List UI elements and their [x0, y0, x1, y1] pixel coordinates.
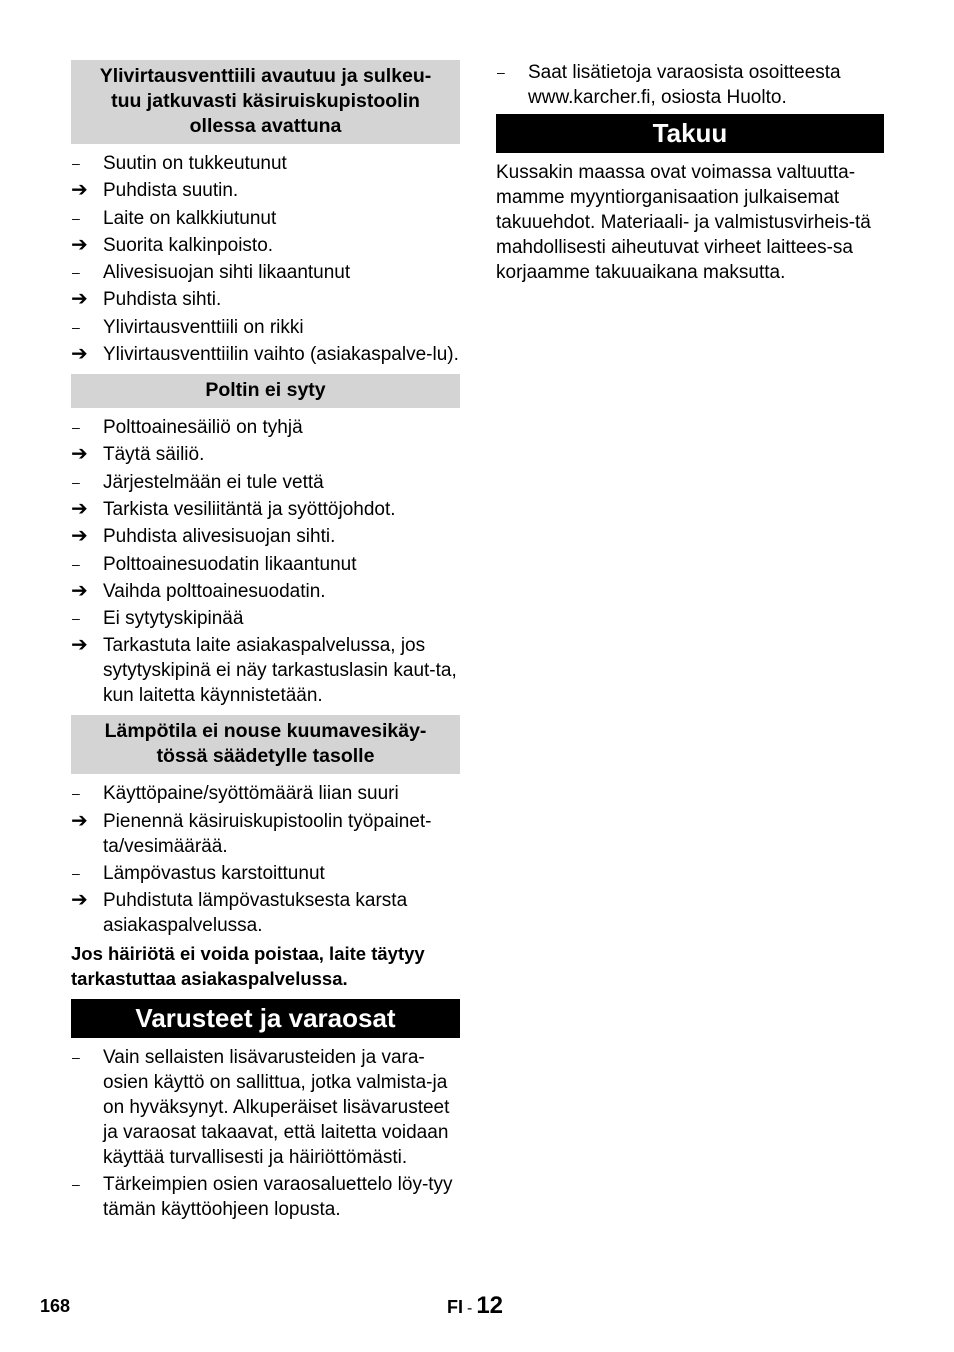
- left-column: [71, 60, 460, 1224]
- dash-marker: –: [72, 419, 80, 436]
- list-item: [71, 233, 460, 258]
- arrow-icon: ➔: [71, 889, 88, 912]
- list-item-text: Ylivirtausventtiili on rikki: [103, 316, 304, 338]
- list-item: [71, 178, 460, 203]
- heading-text: Takuu: [652, 118, 728, 148]
- right-column: [496, 60, 884, 285]
- warranty-text: Kussakin maassa ovat voimassa valtuutta-mamme myyntiorganisaation julkaisemat takuuehdot. Materiaali- ja valmistusvirheis-tä mahdollisesti aiheutuvat virheet laittees-sa korjaamme takuuaikana maksutta.: [496, 162, 871, 283]
- heading-text: Varusteet ja varaosat: [135, 1002, 396, 1033]
- section-page-label: [447, 1292, 503, 1320]
- dash-marker: –: [72, 1175, 80, 1192]
- dash-marker: –: [72, 318, 80, 335]
- dash-marker: –: [72, 264, 80, 281]
- list-item-text: Puhdistuta lämpövastuksesta karsta asiakaspalvelussa.: [103, 890, 408, 937]
- list-item-text: Ei sytytyskipinää: [103, 608, 244, 630]
- list-item-text: Suutin on tukkeutunut: [103, 153, 287, 174]
- list-item: [71, 861, 460, 886]
- heading-line: Poltin ei syty: [205, 379, 326, 402]
- list-item: [71, 633, 460, 708]
- arrow-icon: ➔: [71, 525, 88, 548]
- arrow-icon: ➔: [71, 343, 88, 366]
- list-item: [71, 470, 460, 495]
- heading-line: tössä säädetylle tasolle: [156, 745, 375, 768]
- dash-marker: –: [72, 1048, 80, 1065]
- list-item: [71, 1045, 460, 1170]
- page-number: 168: [40, 1296, 71, 1316]
- list-item-text: Ylivirtausventtiilin vaihto (asiakaspalve-lu).: [103, 344, 459, 366]
- list-item: [496, 60, 884, 110]
- list-item-text: Puhdista suutin.: [103, 180, 239, 202]
- list-item: [71, 315, 460, 340]
- list-item: [71, 442, 460, 467]
- list-item-text: Laite on kalkkiutunut: [103, 207, 277, 229]
- dash-marker: –: [72, 610, 80, 627]
- arrow-icon: ➔: [71, 809, 88, 832]
- heading-accessories: [71, 999, 460, 1038]
- list-item-text: Saat lisätietoja varaosista osoitteesta www.karcher.fi, osiosta Huolto.: [528, 62, 841, 108]
- list-burner: [71, 415, 460, 708]
- list-item: [71, 888, 460, 938]
- heading-temperature: [71, 715, 460, 774]
- list-item: [71, 260, 460, 285]
- heading-line: Lämpötila ei nouse kuumavesikäy-: [104, 720, 427, 743]
- dash-marker: –: [497, 64, 505, 80]
- list-item: [71, 206, 460, 231]
- heading-warranty: [496, 114, 884, 153]
- list-item: [71, 151, 460, 176]
- heading-line: Ylivirtausventtiili avautuu ja sulkeu-: [99, 65, 432, 87]
- list-item-text: Alivesisuojan sihti likaantunut: [103, 262, 351, 284]
- dash-marker: –: [72, 473, 80, 490]
- language-code: FI: [447, 1297, 463, 1317]
- heading-burner-not-igniting: [71, 374, 460, 408]
- list-item-text: Järjestelmään ei tule vettä: [103, 471, 324, 493]
- arrow-icon: ➔: [71, 233, 88, 256]
- list-item: [71, 1172, 460, 1222]
- list-item: [71, 781, 460, 806]
- service-note: Jos häiriötä ei voida poistaa, laite täytyy tarkastuttaa asiakaspalvelussa.: [71, 942, 425, 989]
- list-item-text: Lämpövastus karstoittunut: [103, 863, 325, 885]
- list-item: [71, 287, 460, 312]
- list-spare-parts-info: [496, 60, 884, 110]
- list-item: [71, 524, 460, 549]
- list-item-text: Vaihda polttoainesuodatin.: [103, 580, 326, 602]
- list-item-text: Suorita kalkinpoisto.: [103, 234, 274, 256]
- list-overflow-valve: [71, 151, 460, 367]
- dash-marker: –: [72, 785, 80, 802]
- list-temperature: [71, 781, 460, 938]
- list-item-text: Tärkeimpien osien varaosaluettelo löy-tyy tämän käyttöohjeen lopusta.: [103, 1173, 453, 1220]
- list-item-text: Polttoainesuodatin likaantunut: [103, 553, 357, 575]
- arrow-icon: ➔: [71, 179, 88, 202]
- dash-marker: –: [72, 155, 80, 171]
- list-item-text: Käyttöpaine/syöttömäärä liian suuri: [103, 783, 399, 805]
- list-item: [71, 809, 460, 859]
- list-item-text: Puhdista sihti.: [103, 289, 222, 311]
- list-item-text: Pienennä käsiruiskupistoolin työpainet-ta/vesimäärää.: [103, 810, 432, 857]
- list-item-text: Täytä säiliö.: [103, 444, 205, 466]
- list-item: [71, 579, 460, 604]
- list-item: [71, 415, 460, 440]
- list-item: [71, 606, 460, 631]
- dash-marker: –: [72, 209, 80, 226]
- arrow-icon: ➔: [71, 579, 88, 602]
- list-item: [71, 552, 460, 577]
- list-accessories: [71, 1045, 460, 1222]
- arrow-icon: ➔: [71, 634, 88, 657]
- heading-overflow-valve: [71, 60, 460, 144]
- list-item-text: Tarkastuta laite asiakaspalvelussa, jos sytytyskipinä ei näy tarkastuslasin kaut-ta, kun laitetta käynnistetään.: [103, 635, 457, 707]
- arrow-icon: ➔: [71, 288, 88, 311]
- page-separator: -: [467, 1300, 473, 1317]
- dash-marker: –: [72, 555, 80, 572]
- list-item-text: Polttoainesäiliö on tyhjä: [103, 417, 303, 439]
- list-item-text: Tarkista vesiliitäntä ja syöttöjohdot.: [103, 498, 396, 520]
- arrow-icon: ➔: [71, 443, 88, 466]
- list-item: [71, 497, 460, 522]
- list-item-text: Vain sellaisten lisävarusteiden ja vara-osien käyttö on sallittua, jotka valmista-ja on hyväksynyt. Alkuperäiset lisävarusteet ja varaosat takaavat, että laitetta voidaan käyttää turvallisesti ja häiriöttömästi.: [103, 1046, 450, 1168]
- arrow-icon: ➔: [71, 497, 88, 520]
- list-item: [71, 342, 460, 367]
- section-page-number: 12: [476, 1292, 504, 1319]
- heading-line: tuu jatkuvasti käsiruiskupistoolin: [111, 90, 420, 112]
- heading-line: ollessa avattuna: [189, 115, 342, 137]
- dash-marker: –: [72, 865, 80, 882]
- list-item-text: Puhdista alivesisuojan sihti.: [103, 526, 336, 548]
